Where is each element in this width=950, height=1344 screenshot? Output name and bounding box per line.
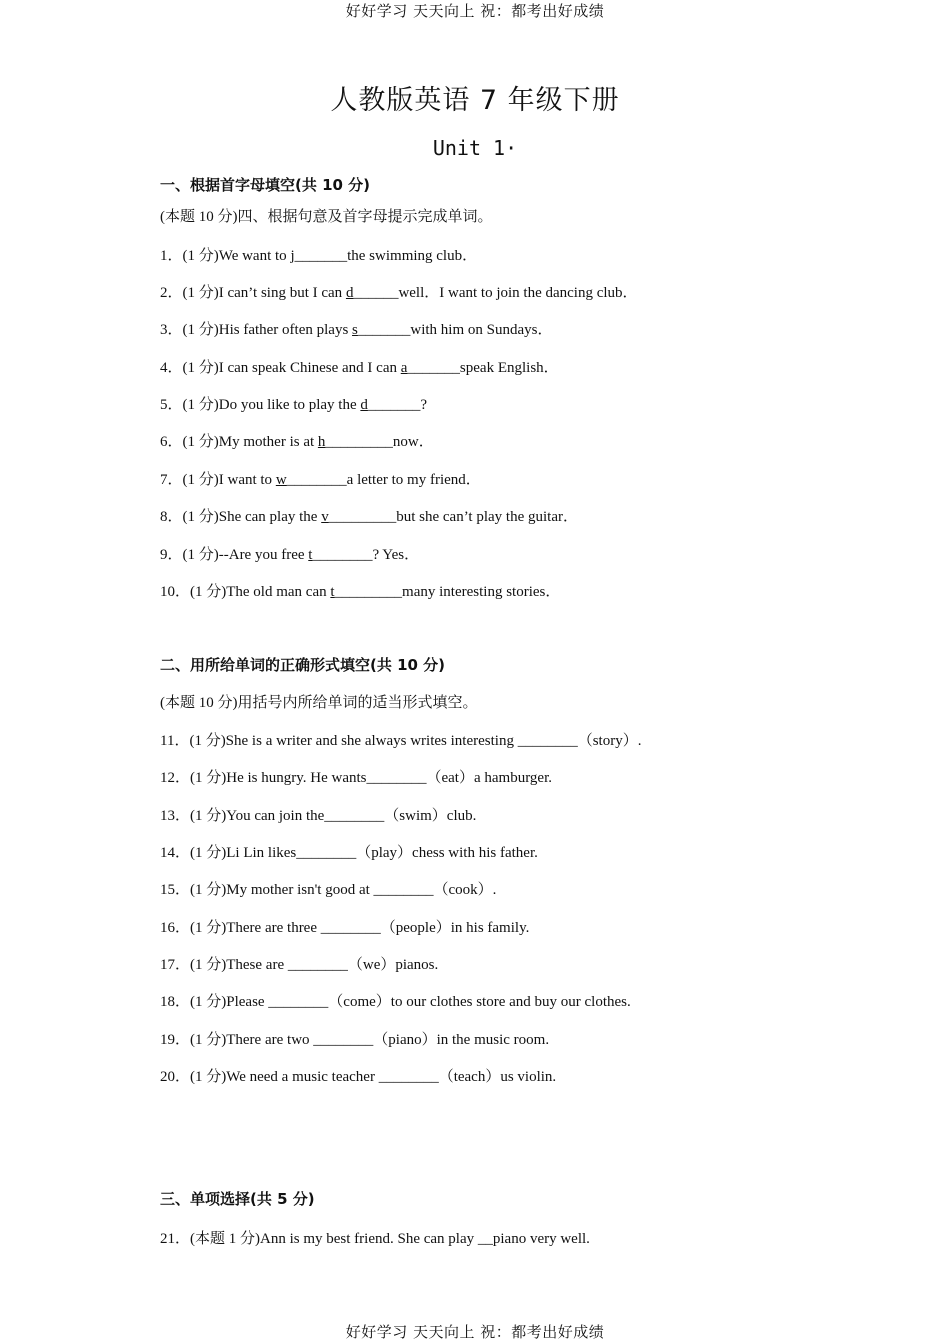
question-7: 7．(1 分)I want to w________a letter to my friend． [160, 472, 481, 488]
question-12: 12．(1 分)He is hungry. He wants________（eat）a hamburger. [160, 770, 553, 786]
question-11: 11．(1 分)She is a writer and she always writes interesting ________（story）. [160, 733, 642, 749]
section2-title: 二、用所给单词的正确形式填空(共 10 分) [160, 656, 446, 674]
question-16: 16．(1 分)There are three ________（people）in his family. [160, 920, 530, 936]
question-13: 13．(1 分)You can join the________（swim）club. [160, 808, 477, 824]
question-20: 20．(1 分)We need a music teacher ________（teach）us violin. [160, 1069, 557, 1085]
question-15: 15．(1 分)My mother isn't good at ________（cook）. [160, 882, 497, 898]
question-8: 8．(1 分)She can play the v_________but she can’t play the guitar． [160, 509, 578, 525]
question-1: 1．(1 分)We want to j_______the swimming club． [160, 248, 478, 264]
question-14: 14．(1 分)Li Lin likes________（play）chess with his father. [160, 845, 538, 861]
document-title: 人教版英语 7 年级下册 [330, 85, 620, 116]
question-6: 6．(1 分)My mother is at h_________now． [160, 434, 434, 450]
page-footer: 好好学习 天天向上 祝：都考出好成绩 [345, 1323, 605, 1341]
question-3: 3．(1 分)His father often plays s_______with him on Sundays． [160, 322, 553, 338]
question-4: 4．(1 分)I can speak Chinese and I can a_______speak English． [160, 360, 559, 376]
question-10: 10．(1 分)The old man can t_________many interesting stories． [160, 584, 561, 600]
question-21: 21．(本题 1 分)Ann is my best friend. She can play __piano very well. [160, 1231, 590, 1247]
section2-instruction: (本题 10 分)用括号内所给单词的适当形式填空。 [160, 695, 478, 711]
page-header: 好好学习 天天向上 祝：都考出好成绩 [345, 2, 605, 20]
question-19: 19．(1 分)There are two ________（piano）in the music room. [160, 1032, 550, 1048]
question-9: 9．(1 分)--Are you free t________? Yes． [160, 547, 420, 563]
question-18: 18．(1 分)Please ________（come）to our clothes store and buy our clothes. [160, 994, 631, 1010]
question-17: 17．(1 分)These are ________（we）pianos. [160, 957, 439, 973]
section1-title: 一、根据首字母填空(共 10 分) [160, 176, 371, 194]
question-5: 5．(1 分)Do you like to play the d_______? [160, 397, 428, 413]
unit-heading: Unit 1· [432, 136, 518, 160]
question-2: 2．(1 分)I can’t sing but I can d______well．I want to join the dancing club． [160, 285, 638, 301]
section3-title: 三、单项选择(共 5 分) [160, 1190, 315, 1208]
section1-instruction: (本题 10 分)四、根据句意及首字母提示完成单词。 [160, 209, 493, 225]
